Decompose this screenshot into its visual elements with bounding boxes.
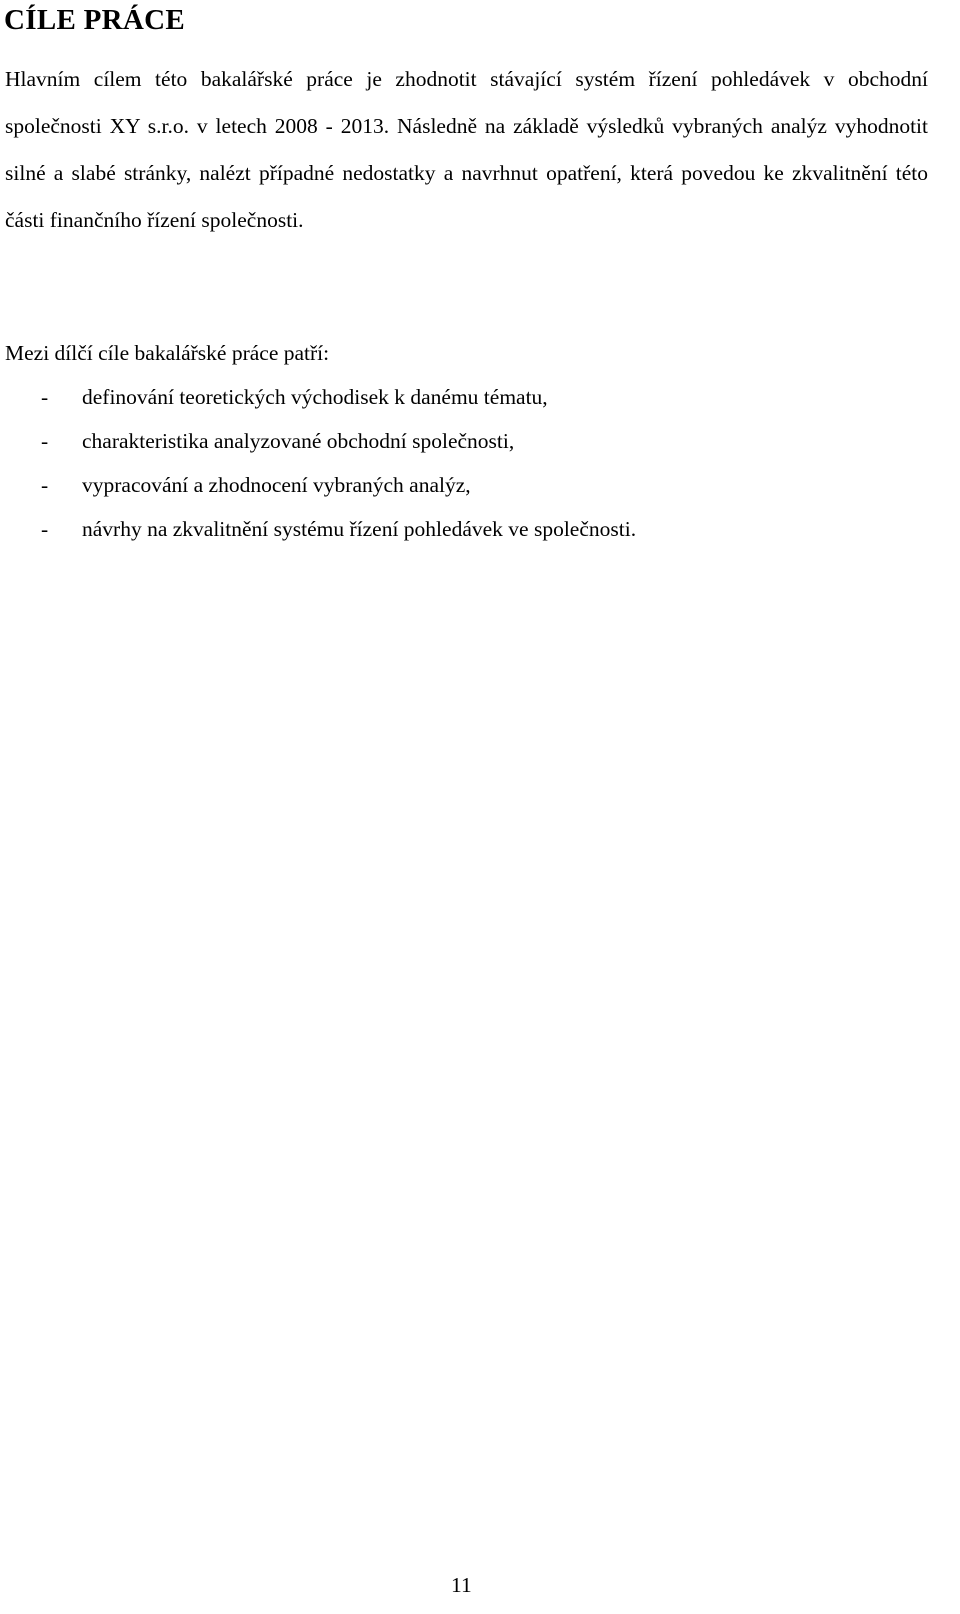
- intro-paragraph: Hlavním cílem této bakalářské práce je zhodnotit stávající systém řízení pohledávek v obchodní společnosti XY s.r.o. v letech 2008 - 2013. Následně na základě výsledků vybraných analýz vyhodnotit silné a slabé stránky, nalézt případné nedostatky a navrhnut opatření, která povedou ke zkvalitnění této části finančního řízení společnosti.: [5, 67, 928, 232]
- subgoal-text: vypracování a zhodnocení vybraných analýz,: [82, 473, 471, 497]
- subgoal-item: [5, 418, 928, 462]
- bullet-dash: -: [41, 429, 49, 453]
- page-number: 11: [451, 1573, 472, 1597]
- subgoals-list: [5, 374, 928, 550]
- subgoals-intro: Mezi dílčí cíle bakalářské práce patří:: [5, 341, 330, 365]
- subgoal-item: [5, 374, 928, 418]
- bullet-dash: -: [41, 517, 49, 541]
- subgoal-text: návrhy na zkvalitnění systému řízení pohledávek ve společnosti.: [82, 517, 637, 541]
- subgoal-item: [5, 462, 928, 506]
- subgoal-item: [5, 506, 928, 550]
- bullet-dash: -: [41, 385, 49, 409]
- bullet-dash: -: [41, 473, 49, 497]
- subgoal-text: definování teoretických východisek k danému tématu,: [82, 385, 548, 409]
- section-heading: CÍLE PRÁCE: [4, 4, 186, 36]
- subgoal-text: charakteristika analyzované obchodní společnosti,: [82, 429, 515, 453]
